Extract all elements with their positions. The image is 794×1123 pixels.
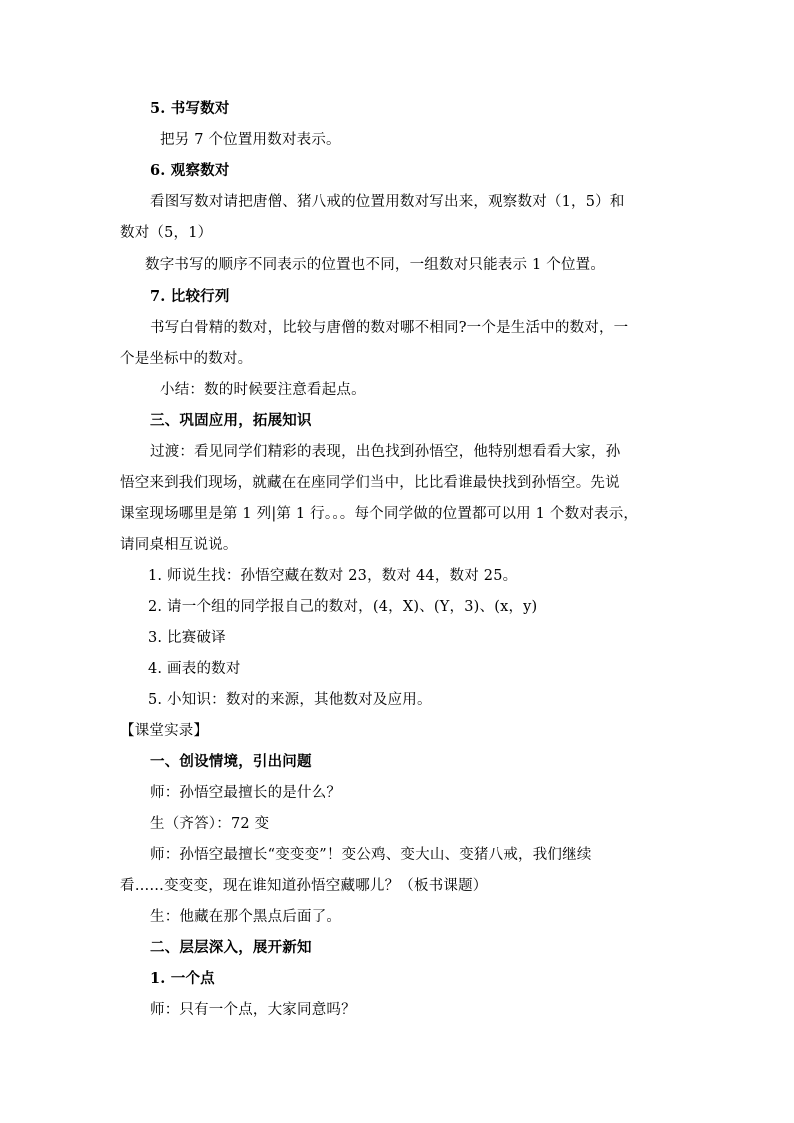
- list-item: 3. 比赛破译: [148, 630, 226, 646]
- dialogue-line: 师：只有一个点，大家同意吗？: [150, 1002, 356, 1018]
- section-heading-3: 三、巩固应用，拓展知识: [150, 412, 312, 429]
- heading-observe-pairs: 6. 观察数对: [150, 162, 230, 179]
- dialogue-line: 师：孙悟空最擅长的是什么？: [150, 785, 342, 801]
- paragraph: 看图写数对请把唐僧、猪八戒的位置用数对写出来，观察数对（1，5）和: [150, 194, 625, 210]
- list-item: 2. 请一个组的同学报自己的数对，(4，X)、(Y，3)、(x，y): [148, 599, 538, 615]
- dialogue-line: 生：他藏在那个黑点后面了。: [150, 909, 342, 925]
- summary: 小结：数的时候要注意看起点。: [160, 382, 366, 398]
- paragraph: 过渡：看见同学们精彩的表现，出色找到孙悟空，他特别想看看大家，孙: [150, 444, 621, 460]
- subheading-one-point: 1. 一个点: [150, 970, 215, 987]
- section-heading-2: 二、层层深入，展开新知: [150, 939, 312, 956]
- heading-write-pairs: 5. 书写数对: [150, 100, 230, 117]
- paragraph: 悟空来到我们现场，就藏在在座同学们当中，比比看谁最快找到孙悟空。先说: [120, 475, 620, 491]
- dialogue-line: 看……变变变，现在谁知道孙悟空藏哪儿？（板书课题）: [120, 878, 488, 894]
- paragraph: 把另 7 个位置用数对表示。: [160, 132, 341, 148]
- paragraph: 书写白骨精的数对，比较与唐僧的数对哪不相同?一个是生活中的数对，一: [150, 320, 629, 336]
- section-label-classroom-record: 【课堂实录】: [120, 723, 209, 739]
- list-item: 4. 画表的数对: [148, 661, 241, 677]
- list-item: 1. 师说生找：孙悟空藏在数对 23，数对 44，数对 25。: [148, 568, 518, 584]
- section-heading-1: 一、创设情境，引出问题: [150, 753, 312, 770]
- paragraph: 课室现场哪里是第 1 列|第 1 行。。。每个同学做的位置都可以用 1 个数对表示，: [120, 506, 639, 522]
- dialogue-line: 生（齐答）：72 变: [150, 816, 270, 832]
- paragraph: 个是坐标中的数对。: [120, 351, 253, 367]
- paragraph: 数字书写的顺序不同表示的位置也不同，一组数对只能表示 1 个位置。: [145, 257, 606, 273]
- list-item: 5. 小知识：数对的来源，其他数对及应用。: [148, 692, 432, 708]
- dialogue-line: 师：孙悟空最擅长“变变变”！变公鸡、变大山、变猪八戒，我们继续: [150, 847, 592, 863]
- paragraph: 数对（5，1）: [120, 225, 213, 241]
- paragraph: 请同桌相互说说。: [120, 537, 238, 553]
- heading-compare: 7. 比较行列: [150, 288, 230, 305]
